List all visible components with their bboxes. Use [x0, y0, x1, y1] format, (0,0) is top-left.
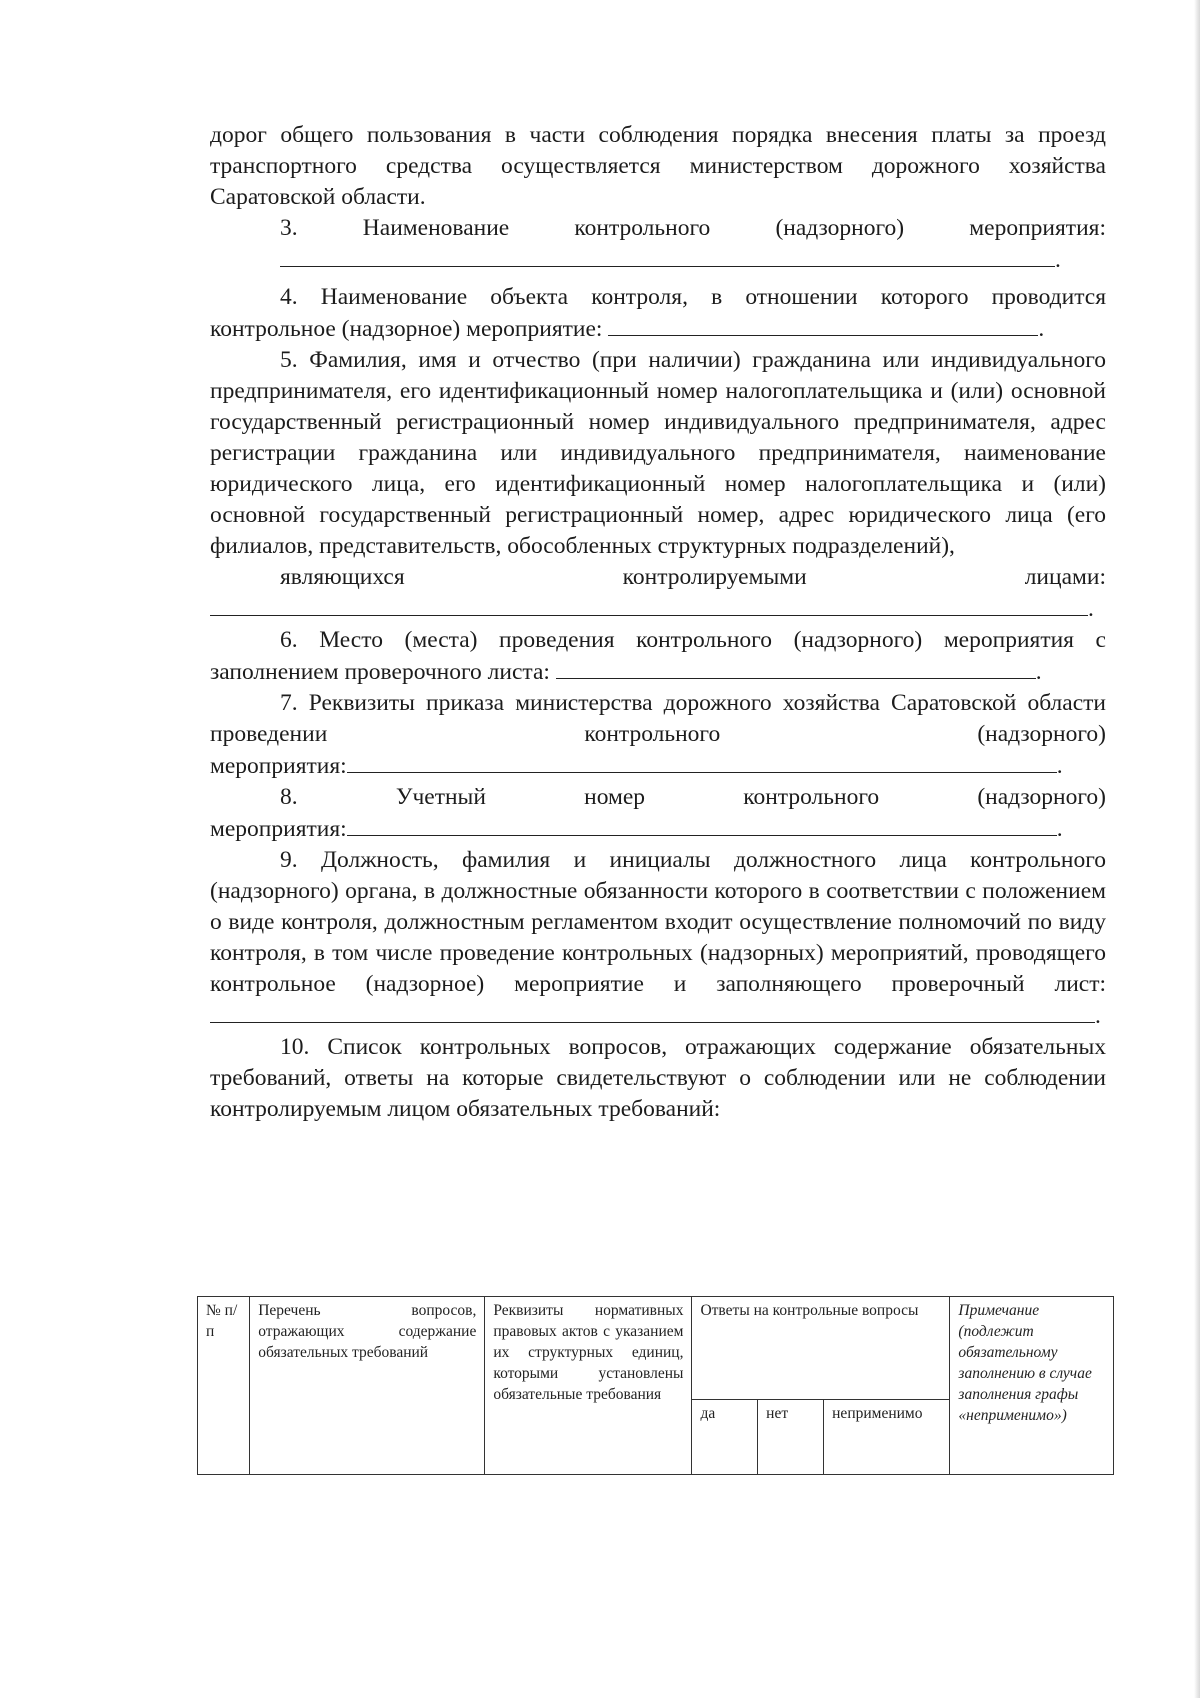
paragraph-continuation: дорог общего пользования в части соблюдения порядка внесения платы за проезд транспортного средства осуществляется министерством дорожного хозяйства Саратовской области. — [210, 122, 1106, 210]
fill-line-item-8 — [210, 813, 1106, 845]
paragraph-item-10: 10. Список контрольных вопросов, отражающих содержание обязательных требований, ответы на которые свидетельствуют о соблюдении или не соблюдении контролируемым лицом обязательных требований: — [210, 1034, 1106, 1122]
fill-line-item-9 — [210, 1000, 1106, 1032]
paragraph-item-4-text: 4. Наименование объекта контроля, в отношении которого проводится контрольное (надзорное) мероприятие: — [210, 284, 1106, 342]
paragraph-item-7: 7. Реквизиты приказа министерства дорожного хозяйства Саратовской области проведении контрольного (надзорного) — [210, 690, 1106, 747]
line-period: . — [1056, 816, 1063, 842]
header-yes: да — [692, 1400, 758, 1475]
blank-line — [347, 750, 1057, 773]
blank-line — [556, 656, 1036, 679]
fill-line-item-7 — [210, 750, 1106, 782]
header-not-applicable: неприменимо — [824, 1400, 950, 1475]
item-8-label: мероприятия: — [210, 816, 347, 842]
blank-line — [210, 593, 1088, 616]
header-answers: Ответы на контрольные вопросы — [692, 1297, 950, 1400]
header-requisites: Реквизиты нормативных правовых актов с указанием их структурных единиц, которыми установлены обязательные требования — [485, 1297, 692, 1475]
blank-line — [210, 1000, 1095, 1023]
paragraph-item-8: 8. Учетный номер контрольного (надзорного) — [280, 784, 1106, 810]
line-period: . — [1055, 247, 1061, 273]
document-body — [210, 120, 1106, 1125]
header-questions: Перечень вопросов, отражающих содержание обязательных требований — [250, 1297, 485, 1475]
header-note: Примечание (подлежит обязательному заполнению в случае заполнения графы «неприменимо») — [950, 1297, 1114, 1475]
blank-line — [280, 244, 1055, 267]
line-period: . — [1088, 596, 1094, 622]
line-period: . — [1035, 659, 1042, 685]
checklist-table — [197, 1296, 1114, 1475]
paragraph-item-6 — [210, 625, 1106, 688]
line-period: . — [1038, 316, 1045, 342]
blank-line — [608, 313, 1038, 336]
line-period: . — [1056, 753, 1063, 779]
blank-line — [347, 813, 1057, 836]
paragraph-item-9: 9. Должность, фамилия и инициалы должностного лица контрольного (надзорного) органа, в должностные обязанности которого в соответствии с положением о виде контроля, должностным регламентом входит осуществление полномочий по виду контроля, в том числе проведение контрольных (надзорных) мероприятий, проводящего контрольное (надзорное) мероприятие и заполняющего проверочный лист: — [210, 847, 1106, 997]
paragraph-item-6-text: 6. Место (места) проведения контрольного (надзорного) мероприятия с заполнением проверочного листа: — [210, 627, 1106, 685]
header-number: № п/п — [198, 1297, 250, 1475]
page-edge-shadow — [1194, 0, 1200, 1698]
line-period: . — [1095, 1003, 1101, 1029]
paragraph-item-4 — [210, 282, 1106, 345]
paragraph-item-5: 5. Фамилия, имя и отчество (при наличии) гражданина или индивидуального предпринимателя, его идентификационный номер налогоплательщика и (или) основной государственный регистрационный номер индивидуального предпринимателя, адрес регистрации гражданина или индивидуального предпринимателя, наименование юридического лица, его идентификационный номер налогоплательщика и (или) основной государственный регистрационный номер, адрес юридического лица (его филиалов, представительств, обособленных структурных подразделений), — [210, 347, 1106, 559]
table-header-row — [198, 1297, 1114, 1400]
header-no: нет — [758, 1400, 824, 1475]
fill-line-item-3 — [210, 244, 1106, 276]
fill-line-item-5 — [210, 593, 1106, 625]
item-7-label: мероприятия: — [210, 753, 347, 779]
paragraph-item-3: 3. Наименование контрольного (надзорного) мероприятия: — [280, 215, 1106, 241]
paragraph-item-5-controlled: являющихся контролируемыми лицами: — [280, 564, 1106, 590]
